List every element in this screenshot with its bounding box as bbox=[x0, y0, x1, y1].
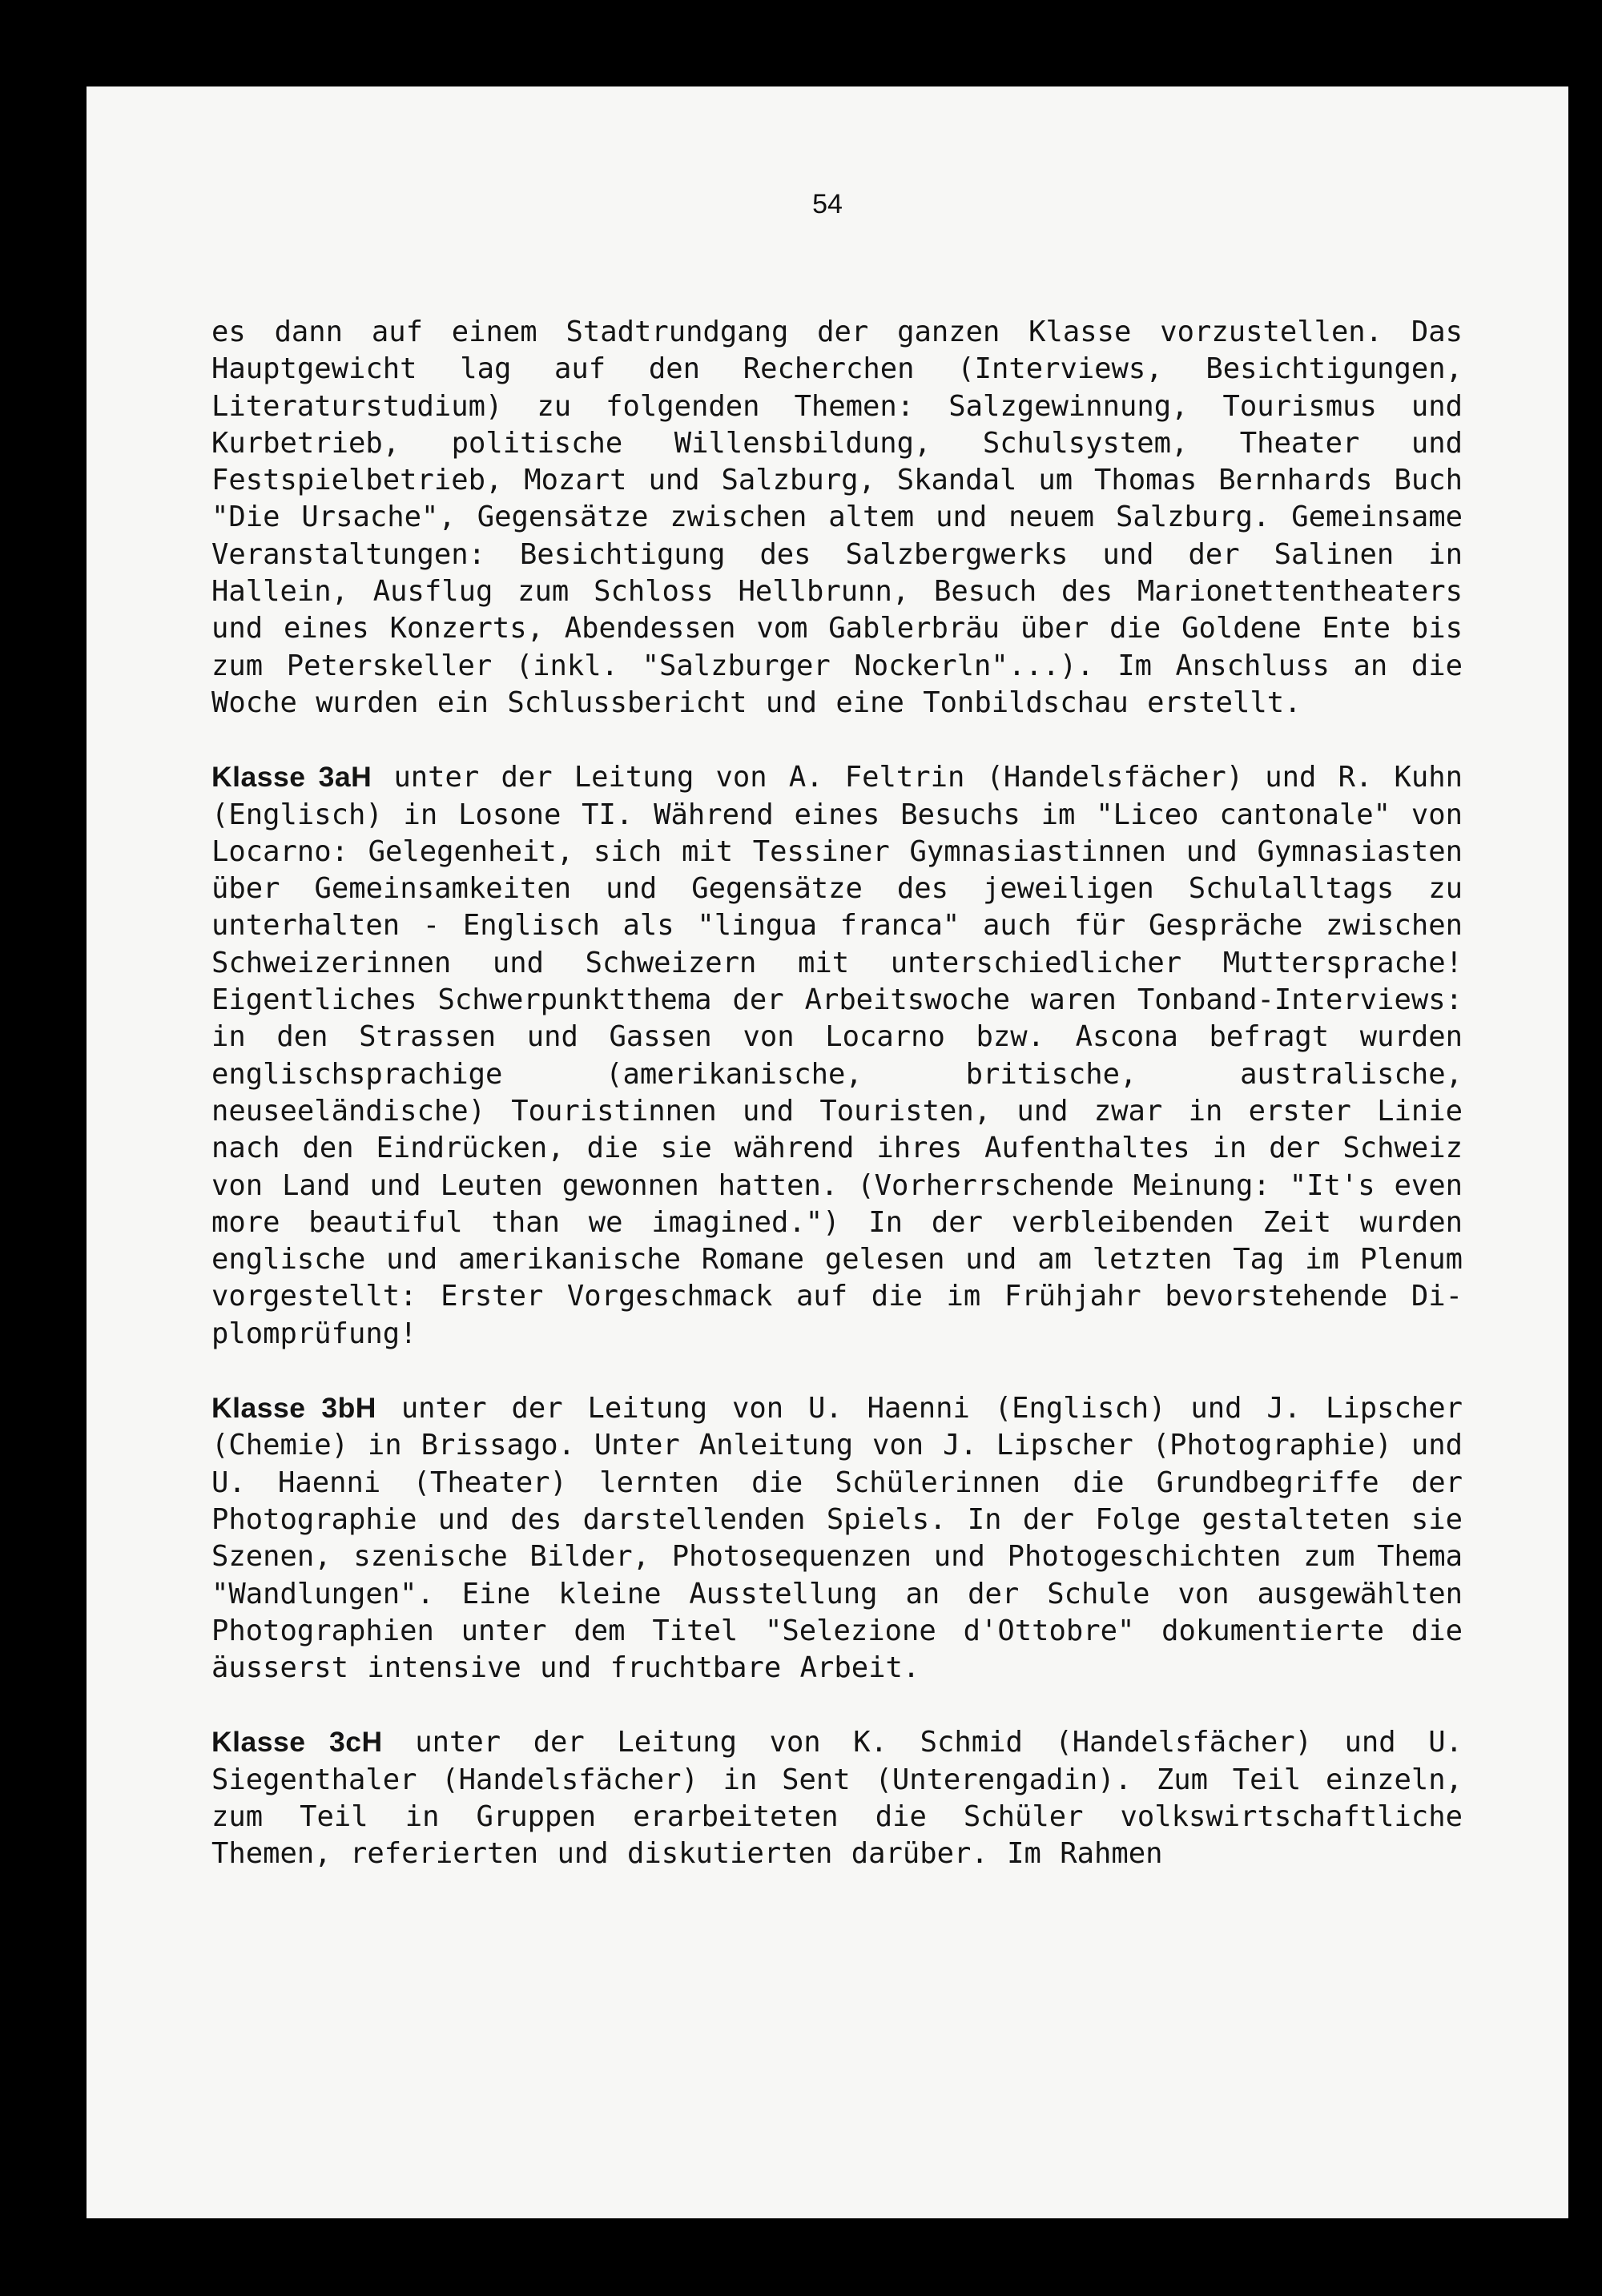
class-heading: Klasse 3bH bbox=[211, 1392, 376, 1425]
class-heading: Klasse 3aH bbox=[211, 761, 372, 794]
paragraph-klasse-3ah bbox=[211, 758, 1463, 1353]
paragraph-text: unter der Leitung von K. Schmid (Handelsfächer) und U. Siegenthaler (Handelsfächer) in Sent (Unterengadin). Zum Teil einzeln, zum Teil in Gruppen erarbeiteten die Schüler volkswirtschaftliche Themen, referierten und diskutierten darüber. Im Rahmen bbox=[211, 1726, 1463, 1871]
paragraph-text: unter der Leitung von A. Feltrin (Handelsfächer) und R. Kuhn (Englisch) in Losone TI. Während eines Besuchs im "Liceo cantonale" von Locarno: Gelegenheit, sich mit Tessiner Gymnasiastinnen und Gymnasiasten über Gemeinsamkeiten und Gegensätze des jeweiligen Schulalltags zu unterhalten - Englisch als "lingua franca" auch für Gespräche zwischen Schweizerinnen und Schweizern mit unterschiedlicher Muttersprache! Eigentliches Schwerpunktthema der Arbeitswoche waren Tonband-Interviews: in den Strassen und Gassen von Locarno bzw. Ascona befragt wurden englischsprachige (amerikanische, britische, australische, neuseeländische) Touristinnen und Touristen, und zwar in erster Linie nach den Eindrücken, die sie während ihres Aufenthaltes in der Schweiz von Land und Leuten gewonnen hatten. (Vorherrschende Meinung: "It's even more beautiful than we imagined.") In der verbleibenden Zeit wurden englische und amerikanische Romane gelesen und am letzten Tag im Plenum vorgestellt: Erster Vorgeschmack auf die im Frühjahr bevorstehende Diplomprüfung! bbox=[211, 761, 1463, 1350]
paragraph-text: es dann auf einem Stadtrundgang der ganzen Klasse vorzustellen. Das Hauptgewicht lag auf den Recherchen (Interviews, Besichtigungen, Literaturstudium) zu folgenden Themen: Salzgewinnung, Tourismus und Kurbetrieb, politische Willensbildung, Schulsystem, Theater und Festspielbetrieb, Mozart und Salzburg, Skandal um Thomas Bernhards Buch "Die Ursache", Gegensätze zwischen altem und neuem Salzburg. Gemeinsame Veranstaltungen: Besichtigung des Salzbergwerks und der Salinen in Hallein, Ausflug zum Schloss Hellbrunn, Besuch des Marionettentheaters und eines Konzerts, Abendessen vom Gablerbräu über die Goldene Ente bis zum Peterskeller (inkl. "Salzburger Nockerln"...). Im Anschluss an die Woche wurden ein Schlussbericht und eine Tonbildschau erstellt. bbox=[211, 316, 1463, 719]
paragraph-intro bbox=[211, 314, 1463, 722]
paragraph-klasse-3bh bbox=[211, 1389, 1463, 1687]
paragraph-klasse-3ch bbox=[211, 1723, 1463, 1872]
page-number: 54 bbox=[812, 189, 843, 219]
document-page bbox=[87, 86, 1568, 2218]
paragraph-text: unter der Leitung von U. Haenni (Englisch) und J. Lipscher (Chemie) in Brissago. Unter Anleitung von J. Lipscher (Photographie) und U. Haenni (Theater) lernten die Schülerinnen die Grundbegriffe der Photographie und des darstellenden Spiels. In der Folge gestalteten sie Szenen, szenische Bilder, Photosequenzen und Photogeschichten zum Thema "Wandlungen". Eine kleine Ausstellung an der Schule von ausgewählten Photographien unter dem Titel "Selezione d'Ottobre" dokumentierte die äusserst intensive und fruchtbare Arbeit. bbox=[211, 1392, 1463, 1685]
class-heading: Klasse 3cH bbox=[211, 1726, 383, 1759]
body-text bbox=[211, 314, 1463, 1910]
